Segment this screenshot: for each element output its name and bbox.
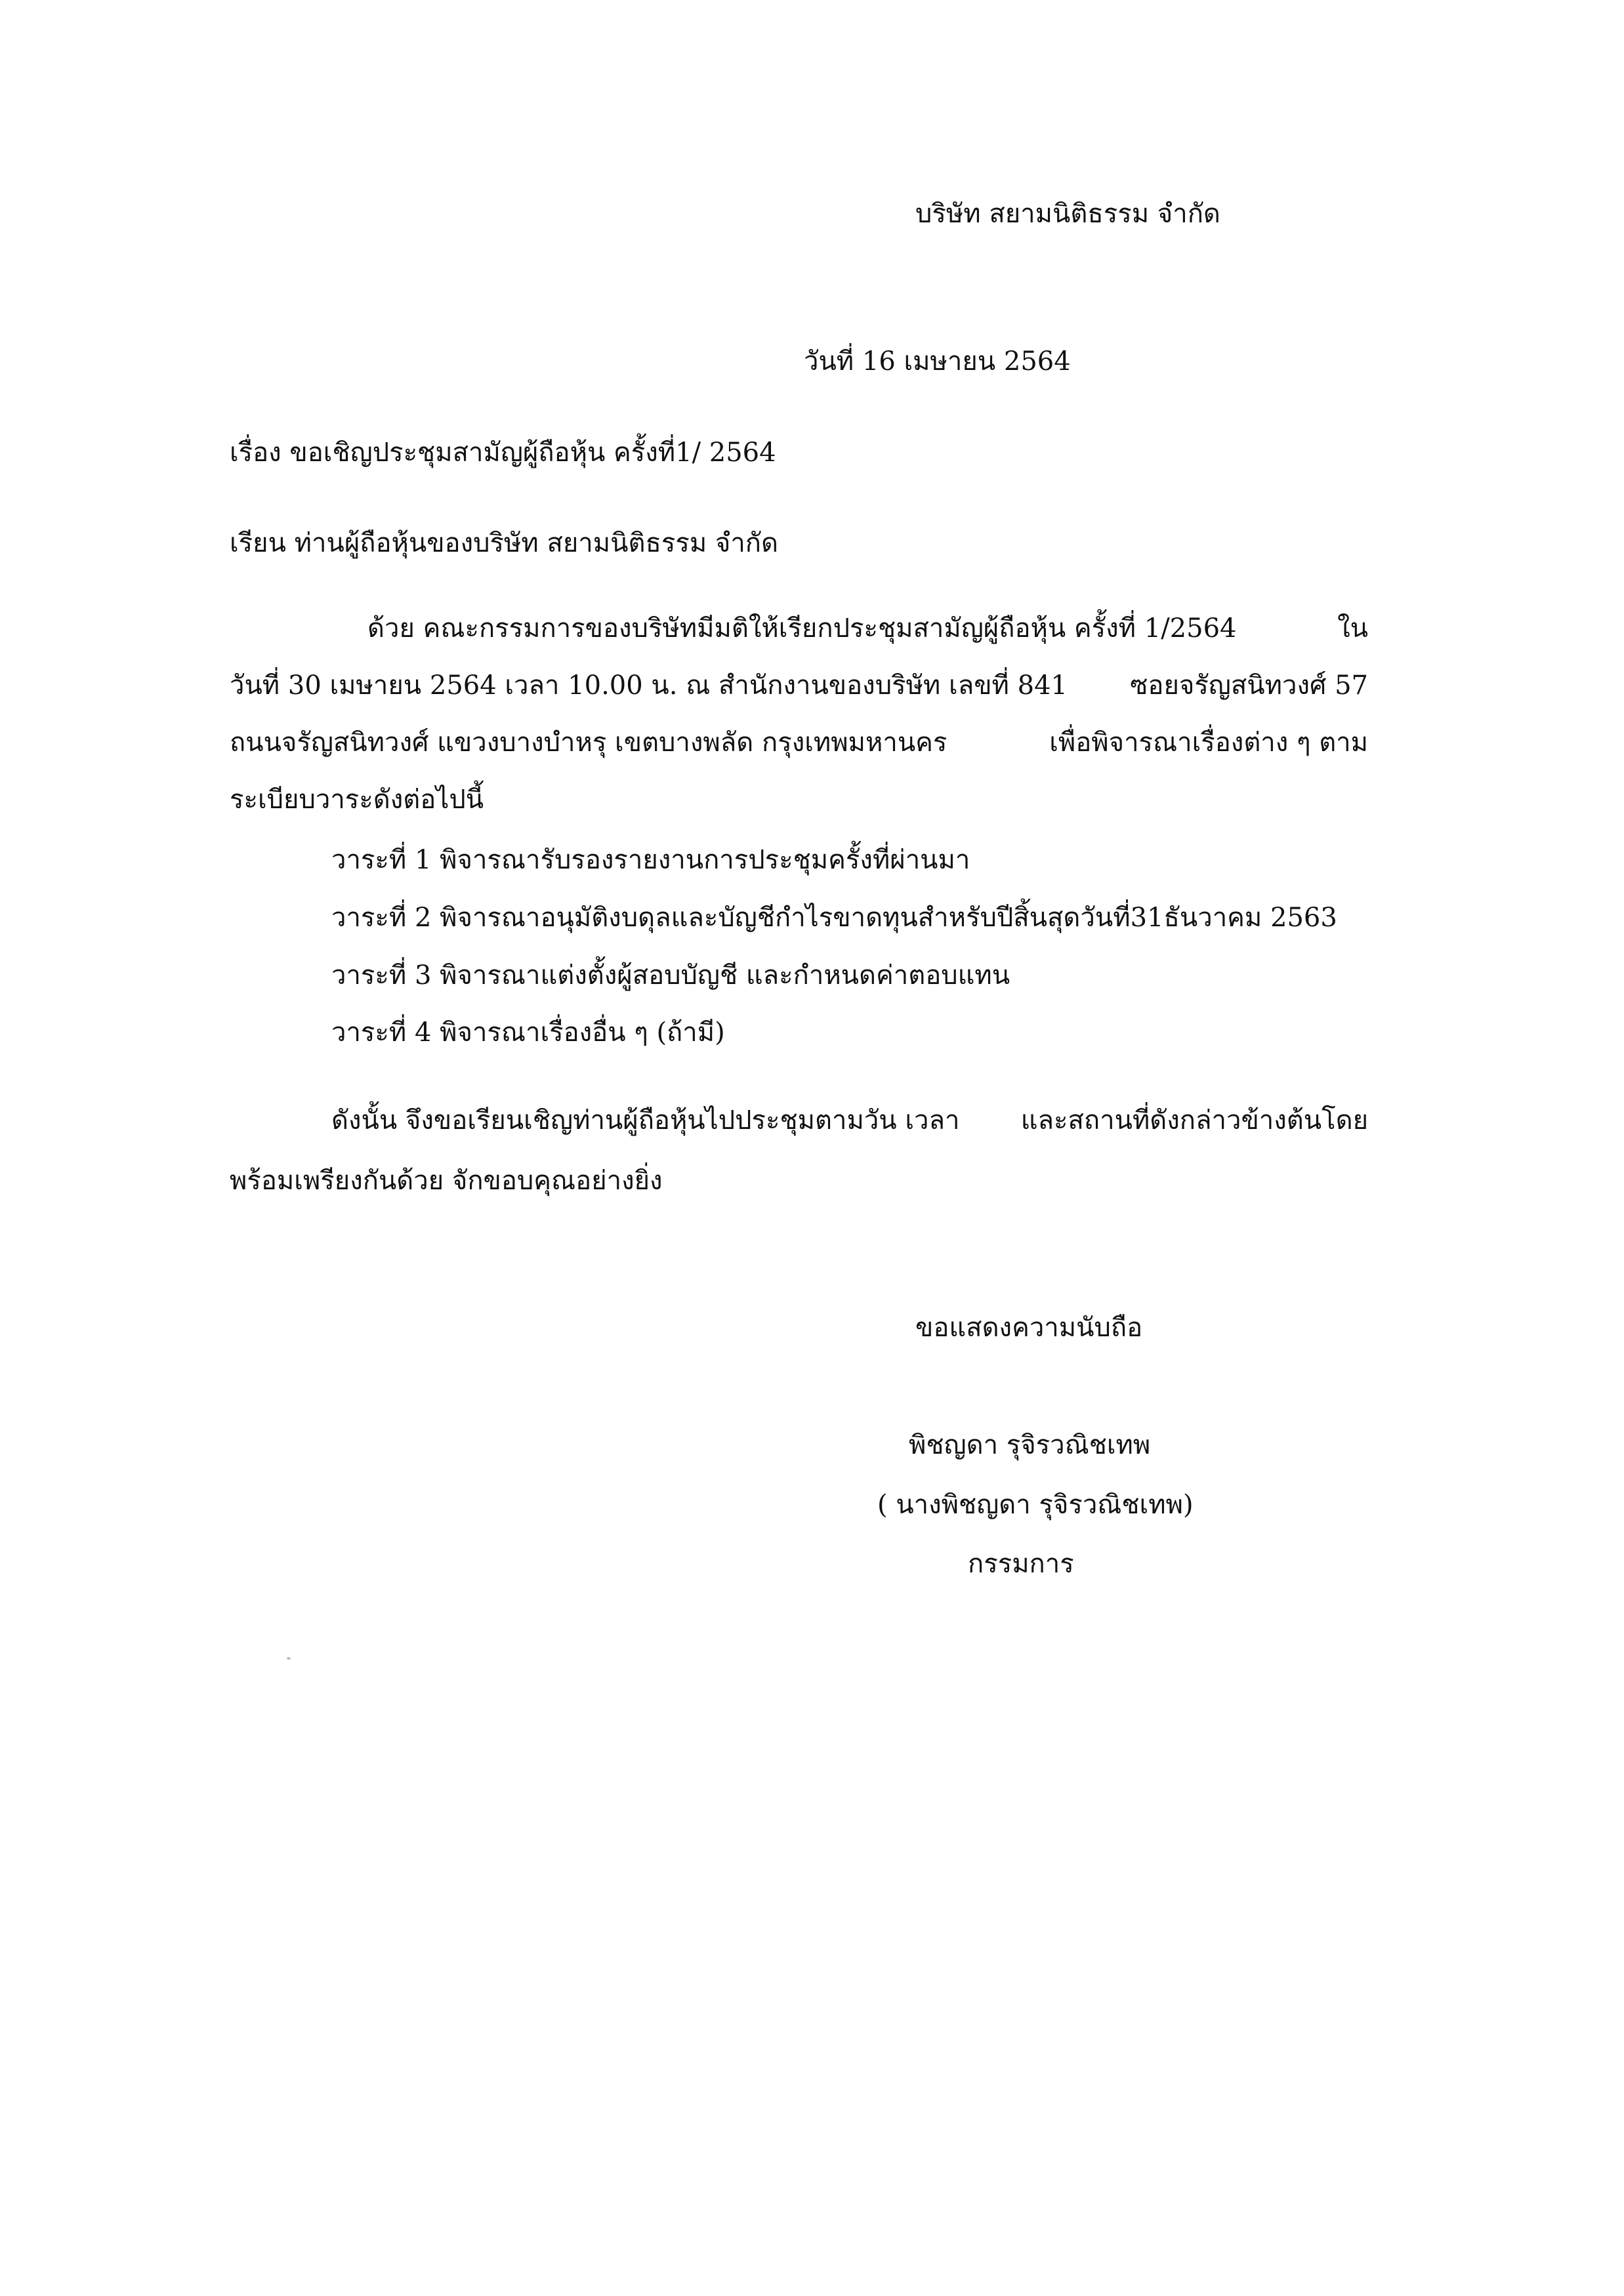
- body-paragraph-line-2: [230, 667, 1368, 704]
- agenda-item-1: วาระที่ 1 พิจารณารับรองรายงานการประชุมครั้งที่ผ่านมา: [331, 845, 970, 875]
- closing-line-1-text: ดังนั้น จึงขอเรียนเชิญท่านผู้ถือหุ้นไปประชุมตามวัน เวลา: [331, 1105, 960, 1136]
- body-line-1-end: ใน: [1337, 613, 1368, 644]
- body-line-2-end: ซอยจรัญสนิทวงศ์ 57: [1130, 670, 1368, 701]
- closing-line-1-end: และสถานที่ดังกล่าวข้างต้นโดย: [1020, 1105, 1368, 1136]
- signature-name: พิชญดา รุจิรวณิชเทพ: [909, 1430, 1151, 1460]
- letter-salutation: เรียน ท่านผู้ถือหุ้นของบริษัท สยามนิติธรรม จำกัด: [230, 528, 778, 558]
- closing-paragraph-line-2: พร้อมเพรียงกันด้วย จักขอบคุณอย่างยิ่ง: [230, 1166, 663, 1196]
- closing-paragraph-line-1: [331, 1102, 1368, 1139]
- body-line-3-end: เพื่อพิจารณาเรื่องต่าง ๆ ตาม: [1049, 728, 1368, 758]
- body-paragraph-line-3: [230, 724, 1368, 761]
- body-line-3-text: ถนนจรัญสนิทวงศ์ แขวงบางบำหรุ เขตบางพลัด กรุงเทพมหานคร: [230, 728, 947, 758]
- body-line-2-text: วันที่ 30 เมษายน 2564 เวลา 10.00 น. ณ สำนักงานของบริษัท เลขที่ 841: [230, 670, 1068, 701]
- signature-full-name: ( นางพิชญดา รุจิรวณิชเทพ): [877, 1490, 1194, 1520]
- agenda-item-3: วาระที่ 3 พิจารณาแต่งตั้งผู้สอบบัญชี และกำหนดค่าตอบแทน: [331, 960, 1010, 991]
- body-paragraph-line-1: [367, 610, 1368, 647]
- company-header: บริษัท สยามนิติธรรม จำกัด: [915, 199, 1220, 229]
- letter-subject: เรื่อง ขอเชิญประชุมสามัญผู้ถือหุ้น ครั้งที่1/ 2564: [230, 438, 776, 468]
- agenda-item-2: วาระที่ 2 พิจารณาอนุมัติงบดุลและบัญชีกำไรขาดทุนสำหรับปีสิ้นสุดวันที่31ธันวาคม 2563: [331, 903, 1337, 933]
- body-line-1-text: ด้วย คณะกรรมการของบริษัทมีมติให้เรียกประชุมสามัญผู้ถือหุ้น ครั้งที่ 1/2564: [367, 613, 1237, 644]
- signature-title: กรรมการ: [968, 1549, 1074, 1579]
- scan-speck: [287, 1657, 291, 1660]
- letter-date: วันที่ 16 เมษายน 2564: [804, 346, 1071, 377]
- closing-regards: ขอแสดงความนับถือ: [915, 1313, 1143, 1343]
- agenda-item-4: วาระที่ 4 พิจารณาเรื่องอื่น ๆ (ถ้ามี): [331, 1017, 725, 1048]
- body-paragraph-line-4: ระเบียบวาระดังต่อไปนี้: [230, 785, 484, 815]
